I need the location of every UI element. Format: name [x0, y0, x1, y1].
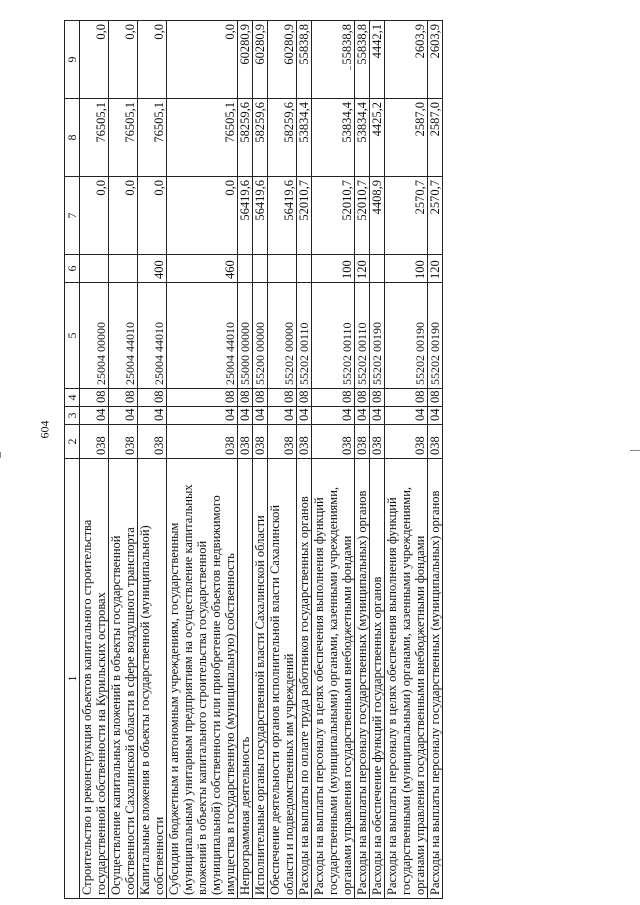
expense-name: Непрограммная деятельность	[238, 459, 253, 899]
ministry-code: 038	[355, 425, 370, 459]
amount-col-8: 76505,1	[80, 99, 109, 177]
budget-table	[64, 20, 443, 899]
subsection-code: 08	[355, 389, 370, 407]
table-row	[268, 21, 297, 899]
expense-type-code	[80, 255, 109, 283]
amount-col-9: 0,0	[138, 21, 167, 99]
section-code: 04	[297, 407, 312, 425]
page-number: 604	[37, 420, 52, 439]
header-cell-5: 5	[65, 283, 80, 389]
target-article-code: 55202 00110	[312, 283, 355, 389]
table-row	[385, 21, 428, 899]
amount-col-7: 0,0	[138, 177, 167, 255]
expense-name: Расходы на выплаты персоналу государственных (муниципальных) органов	[355, 459, 370, 899]
amount-col-8: 76505,1	[138, 99, 167, 177]
ministry-code: 038	[312, 425, 355, 459]
expense-name: Капитальные вложения в объекты государственной (муниципальной) собственности	[138, 459, 167, 899]
ministry-code: 038	[253, 425, 268, 459]
amount-col-9: 0,0	[80, 21, 109, 99]
subsection-code: 08	[109, 389, 138, 407]
amount-col-8: 53834,4	[312, 99, 355, 177]
table-row	[138, 21, 167, 899]
ministry-code: 038	[297, 425, 312, 459]
subsection-code: 08	[297, 389, 312, 407]
amount-col-9: 0,0	[109, 21, 138, 99]
amount-col-9: 0,0	[167, 21, 238, 99]
amount-col-8: 76505,1	[109, 99, 138, 177]
amount-col-9: 55838,8	[297, 21, 312, 99]
target-article-code: 25004 44010	[109, 283, 138, 389]
expense-type-code: 460	[167, 255, 238, 283]
header-cell-7: 7	[65, 177, 80, 255]
section-code: 04	[385, 407, 428, 425]
ministry-code: 038	[428, 425, 443, 459]
table-row	[167, 21, 238, 899]
ministry-code: 038	[370, 425, 385, 459]
amount-col-9: 55838,8	[312, 21, 355, 99]
target-article-code: 55202 00190	[428, 283, 443, 389]
table-row	[297, 21, 312, 899]
amount-col-9: 4442,1	[370, 21, 385, 99]
table-row	[370, 21, 385, 899]
header-cell-4: 4	[65, 389, 80, 407]
section-code: 04	[167, 407, 238, 425]
expense-type-code: 100	[312, 255, 355, 283]
section-code: 04	[312, 407, 355, 425]
amount-col-9: 55838,8	[355, 21, 370, 99]
target-article-code: 55202 00110	[355, 283, 370, 389]
expense-type-code	[268, 255, 297, 283]
expense-name: Расходы на выплаты по оплате труда работников государственных органов	[297, 459, 312, 899]
subsection-code: 08	[385, 389, 428, 407]
section-code: 04	[238, 407, 253, 425]
expense-type-code	[238, 255, 253, 283]
expense-type-code: 100	[385, 255, 428, 283]
amount-col-7: 52010,7	[312, 177, 355, 255]
expense-type-code: 120	[428, 255, 443, 283]
subsection-code: 08	[167, 389, 238, 407]
header-cell-2: 2	[65, 425, 80, 459]
target-article-code: 55202 00190	[370, 283, 385, 389]
amount-col-7: 0,0	[167, 177, 238, 255]
amount-col-9: 2603,9	[428, 21, 443, 99]
section-code: 04	[355, 407, 370, 425]
expense-name: Расходы на обеспечение функций государственных органов	[370, 459, 385, 899]
table-row	[312, 21, 355, 899]
ministry-code: 038	[80, 425, 109, 459]
amount-col-8: 58259,6	[253, 99, 268, 177]
ministry-code: 038	[109, 425, 138, 459]
amount-col-7: 2570,7	[428, 177, 443, 255]
target-article-code: 55202 00000	[268, 283, 297, 389]
subsection-code: 08	[428, 389, 443, 407]
expense-type-code: 400	[138, 255, 167, 283]
amount-col-7: 52010,7	[297, 177, 312, 255]
target-article-code: 25004 44010	[138, 283, 167, 389]
table-row	[109, 21, 138, 899]
expense-name: Субсидии бюджетным и автономным учреждениям, государственным (муниципальным) унитарным предприятиям на осуществление капитальных вложений в объекты капитального строительства государственной (муниципальной) собственности или приобретение объектов недвижимого имущества в государственную (муниципальную) собственность	[167, 459, 238, 899]
ministry-code: 038	[385, 425, 428, 459]
expense-type-code	[297, 255, 312, 283]
amount-col-8: 53834,4	[355, 99, 370, 177]
expense-name: Расходы на выплаты персоналу в целях обеспечения выполнения функций государственными (муниципальными) органами, казенными учреждениями, органами управления государственными внебюджетными фондами	[312, 459, 355, 899]
subsection-code: 08	[370, 389, 385, 407]
amount-col-7: 56419,6	[268, 177, 297, 255]
ministry-code: 038	[138, 425, 167, 459]
ministry-code: 038	[167, 425, 238, 459]
expense-name: Исполнительные органы государственной власти Сахалинской области	[253, 459, 268, 899]
table-row	[238, 21, 253, 899]
amount-col-7: 56419,6	[253, 177, 268, 255]
section-code: 04	[138, 407, 167, 425]
table-body	[80, 21, 443, 899]
expense-name: Расходы на выплаты персоналу государственных (муниципальных) органов	[428, 459, 443, 899]
section-code: 04	[268, 407, 297, 425]
target-article-code: 55200 00000	[253, 283, 268, 389]
target-article-code: 55000 00000	[238, 283, 253, 389]
table-row	[428, 21, 443, 899]
header-cell-3: 3	[65, 407, 80, 425]
target-article-code: 25004 44010	[167, 283, 238, 389]
target-article-code: 25004 00000	[80, 283, 109, 389]
amount-col-8: 58259,6	[238, 99, 253, 177]
subsection-code: 08	[80, 389, 109, 407]
amount-col-8: 4425,2	[370, 99, 385, 177]
amount-col-8: 58259,6	[268, 99, 297, 177]
subsection-code: 08	[268, 389, 297, 407]
expense-type-code: 120	[355, 255, 370, 283]
amount-col-8: 2587,0	[385, 99, 428, 177]
expense-type-code	[109, 255, 138, 283]
table-row	[80, 21, 109, 899]
amount-col-7: 0,0	[109, 177, 138, 255]
header-row	[65, 21, 80, 899]
amount-col-9: 60280,9	[268, 21, 297, 99]
amount-col-9: 2603,9	[385, 21, 428, 99]
subsection-code: 08	[138, 389, 167, 407]
header-cell-8: 8	[65, 99, 80, 177]
table-row	[355, 21, 370, 899]
expense-name: Осуществление капитальных вложений в объекты государственной собственности Сахалинской области в сфере воздушного транспорта	[109, 459, 138, 899]
target-article-code: 55202 00190	[385, 283, 428, 389]
amount-col-8: 2587,0	[428, 99, 443, 177]
ministry-code: 038	[268, 425, 297, 459]
subsection-code: 08	[253, 389, 268, 407]
expense-name: Строительство и реконструкция объектов капитального строительства государственной собственности на Курильских островах	[80, 459, 109, 899]
amount-col-7: 2570,7	[385, 177, 428, 255]
amount-col-8: 76505,1	[167, 99, 238, 177]
section-code: 04	[428, 407, 443, 425]
amount-col-7: 52010,7	[355, 177, 370, 255]
subsection-code: 08	[238, 389, 253, 407]
section-code: 04	[80, 407, 109, 425]
header-cell-9: 9	[65, 21, 80, 99]
amount-col-7: 4408,9	[370, 177, 385, 255]
header-cell-1: 1	[65, 459, 80, 899]
section-code: 04	[253, 407, 268, 425]
subsection-code: 08	[312, 389, 355, 407]
section-code: 04	[370, 407, 385, 425]
expense-type-code	[370, 255, 385, 283]
section-code: 04	[109, 407, 138, 425]
amount-col-9: 60280,9	[238, 21, 253, 99]
amount-col-7: 56419,6	[238, 177, 253, 255]
amount-col-7: 0,0	[80, 177, 109, 255]
amount-col-9: 60280,9	[253, 21, 268, 99]
target-article-code: 55202 00110	[297, 283, 312, 389]
ministry-code: 038	[238, 425, 253, 459]
header-cell-6: 6	[65, 255, 80, 283]
expense-name: Расходы на выплаты персоналу в целях обеспечения выполнения функций государственными (муниципальными) органами, казенными учреждениями, органами управления государственными внебюджетными фондами	[385, 459, 428, 899]
table-row	[253, 21, 268, 899]
expense-type-code	[253, 255, 268, 283]
expense-name: Обеспечение деятельности органов исполнительной власти Сахалинской области и подведомственных им учреждений	[268, 459, 297, 899]
amount-col-8: 53834,4	[297, 99, 312, 177]
